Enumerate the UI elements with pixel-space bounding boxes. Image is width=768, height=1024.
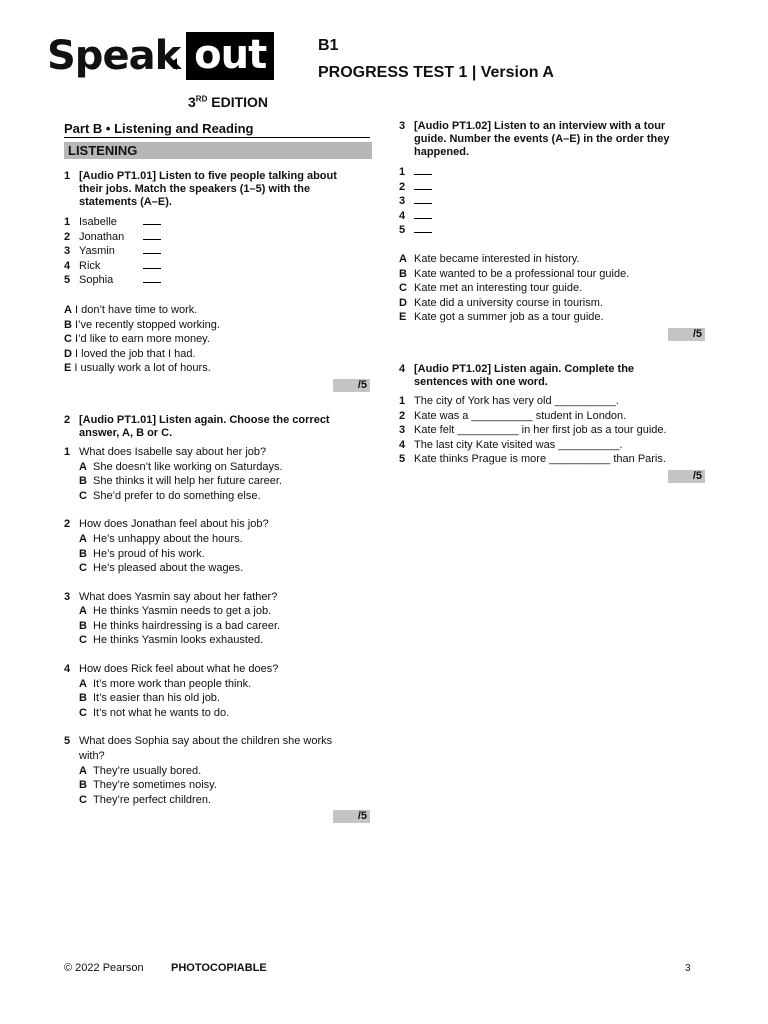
question-instruction: [Audio PT1.01] Listen to five people talking about their jobs. Match the speakers (1–5) with the statements (A–E).: [79, 170, 337, 208]
option-text: They’re usually bored.: [93, 764, 202, 777]
statement-letter: B: [64, 318, 72, 331]
statement-text: I don’t have time to work.: [75, 303, 198, 316]
option-letter: C: [79, 706, 87, 719]
option-letter: A: [79, 460, 87, 473]
mc-number: 1: [64, 445, 71, 458]
mc-text: How does Rick feel about what he does?: [79, 663, 279, 676]
option-text: She doesn’t like working on Saturdays.: [93, 460, 283, 473]
option-letter: C: [79, 793, 87, 806]
mc-option[interactable]: [64, 793, 374, 808]
answer-blank[interactable]: [414, 180, 432, 190]
option-letter: A: [79, 677, 87, 690]
speaker-row: [64, 273, 374, 288]
answer-blank[interactable]: [414, 209, 432, 219]
statement-item: [64, 361, 374, 376]
statement-text: I’d like to earn more money.: [75, 333, 210, 346]
speaker-number: 4: [64, 259, 71, 272]
event-text: Kate got a summer job as a tour guide.: [414, 311, 604, 324]
event-letter: A: [399, 252, 407, 265]
event-item: [399, 267, 707, 282]
sentence-number: 3: [399, 424, 406, 437]
option-text: They’re sometimes noisy.: [93, 779, 217, 792]
mc-option[interactable]: [64, 604, 374, 619]
mc-option[interactable]: [64, 677, 374, 692]
page-number: 3: [685, 963, 691, 974]
event-list: [399, 252, 707, 325]
mc-question: [64, 517, 374, 575]
option-letter: B: [79, 692, 87, 705]
photocopiable-label: PHOTOCOPIABLE: [171, 962, 267, 974]
option-letter: B: [79, 547, 87, 560]
mc-option[interactable]: [64, 778, 374, 793]
mc-option[interactable]: [64, 532, 374, 547]
option-letter: C: [79, 562, 87, 575]
sentence-number: 5: [399, 453, 406, 466]
mc-number: 2: [64, 518, 71, 531]
event-text: Kate wanted to be a professional tour guide.: [414, 267, 630, 280]
mc-question: [64, 590, 374, 648]
mc-stem: [64, 590, 374, 605]
mc-option[interactable]: [64, 706, 374, 721]
test-title: PROGRESS TEST 1 | Version A: [318, 64, 554, 81]
sentence-text: The last city Kate visited was __________.: [414, 438, 623, 451]
speaker-name: Jonathan: [79, 230, 125, 243]
option-letter: A: [79, 605, 87, 618]
mc-option[interactable]: [64, 474, 374, 489]
mc-option[interactable]: [64, 691, 374, 706]
option-text: He’s pleased about the wages.: [93, 562, 244, 575]
speaker-name: Sophia: [79, 274, 114, 287]
sentence-text: Kate thinks Prague is more __________ than Paris.: [414, 453, 666, 466]
question-instruction: [Audio PT1.02] Listen again. Complete the sentences with one word.: [414, 362, 635, 388]
mc-option[interactable]: [64, 619, 374, 634]
option-letter: A: [79, 764, 87, 777]
order-number: 4: [399, 209, 406, 222]
right-column: [399, 120, 707, 483]
speaker-row: [64, 259, 374, 274]
mc-option[interactable]: [64, 764, 374, 779]
event-item: [399, 281, 707, 296]
sentence-number: 4: [399, 438, 406, 451]
speaker-name: Rick: [79, 259, 101, 272]
logo-edition: [188, 94, 268, 110]
question-instruction: [Audio PT1.02] Listen to an interview with a tour guide. Number the events (A–E) in the order they happened.: [414, 120, 670, 158]
speakout-logo: [47, 32, 274, 80]
event-letter: C: [399, 282, 407, 295]
logo-bullet-icon: [169, 58, 177, 70]
question-3-heading: [399, 120, 707, 159]
event-item: [399, 296, 707, 311]
mc-text: What does Sophia say about the children she works with?: [79, 735, 333, 763]
statement-text: I usually work a lot of hours.: [74, 362, 211, 375]
order-row: [399, 194, 707, 209]
left-column: [64, 121, 374, 823]
mc-number: 3: [64, 590, 71, 603]
score-box: /5: [333, 379, 370, 392]
sentence-text: Kate felt __________ in her first job as a tour guide.: [414, 424, 667, 437]
event-text: Kate met an interesting tour guide.: [414, 282, 583, 295]
question-number: 3: [399, 120, 406, 132]
event-item: [399, 310, 707, 325]
speaker-list: [64, 215, 374, 288]
event-letter: B: [399, 267, 407, 280]
question-1-heading: [64, 170, 374, 209]
order-row: [399, 209, 707, 224]
event-letter: E: [399, 311, 407, 324]
mc-option[interactable]: [64, 460, 374, 475]
statement-list: [64, 303, 374, 376]
option-text: He’s unhappy about the hours.: [93, 532, 243, 545]
speaker-row: [64, 244, 374, 259]
sentence-item: [399, 423, 707, 438]
question-2-heading: [64, 414, 374, 440]
event-text: Kate became interested in history.: [414, 252, 580, 265]
mc-stem: [64, 734, 374, 763]
order-row: [399, 180, 707, 195]
answer-blank[interactable]: [143, 244, 161, 254]
mc-question: [64, 662, 374, 720]
option-letter: B: [79, 619, 87, 632]
mc-stem: [64, 662, 374, 677]
mc-option[interactable]: [64, 561, 374, 576]
score-box: /5: [668, 328, 705, 341]
order-row: [399, 165, 707, 180]
answer-blank[interactable]: [143, 273, 161, 283]
mc-text: What does Yasmin say about her father?: [79, 590, 278, 603]
edition-number: 3: [188, 94, 196, 110]
option-text: It’s not what he wants to do.: [93, 706, 230, 719]
statement-item: [64, 347, 374, 362]
speaker-number: 5: [64, 274, 71, 287]
question-number: 4: [399, 362, 406, 375]
option-text: He thinks Yasmin needs to get a job.: [93, 605, 272, 618]
speaker-number: 3: [64, 245, 71, 258]
answer-blank[interactable]: [143, 215, 161, 225]
statement-item: [64, 332, 374, 347]
sentence-text: Kate was a __________ student in London.: [414, 409, 627, 422]
mc-stem: [64, 445, 374, 460]
answer-blank[interactable]: [414, 165, 432, 175]
question-4-heading: [399, 363, 707, 389]
mc-option[interactable]: [64, 489, 374, 504]
mc-question: [64, 445, 374, 503]
logo-word-out: out: [186, 32, 274, 80]
score-box: /5: [333, 810, 370, 823]
sentence-item: [399, 394, 707, 409]
mc-question: [64, 734, 374, 807]
logo-word-speak: Speak: [47, 33, 181, 79]
mc-text: What does Isabelle say about her job?: [79, 445, 267, 458]
sentence-item: [399, 438, 707, 453]
option-letter: C: [79, 634, 87, 647]
sentence-number: 2: [399, 409, 406, 422]
statement-text: I loved the job that I had.: [75, 347, 196, 360]
speaker-name: Isabelle: [79, 216, 117, 228]
answer-blank[interactable]: [143, 259, 161, 269]
option-letter: A: [79, 532, 87, 545]
sentence-item: [399, 409, 707, 424]
option-text: He thinks Yasmin looks exhausted.: [93, 634, 264, 647]
question-instruction: [Audio PT1.01] Listen again. Choose the correct answer, A, B or C.: [79, 413, 330, 439]
copyright: © 2022 Pearson: [64, 962, 144, 974]
option-text: He’s proud of his work.: [93, 547, 205, 560]
statement-text: I’ve recently stopped working.: [75, 318, 220, 331]
speaker-number: 1: [64, 216, 71, 228]
event-item: [399, 252, 707, 267]
mc-number: 4: [64, 663, 71, 676]
sentence-list: [399, 394, 707, 467]
sentence-text: The city of York has very old __________.: [414, 394, 619, 407]
option-text: She’d prefer to do something else.: [93, 489, 261, 502]
option-text: It’s more work than people think.: [93, 677, 252, 690]
speaker-name: Yasmin: [79, 245, 115, 258]
sentence-item: [399, 452, 707, 467]
part-title: Part B • Listening and Reading: [64, 121, 370, 138]
statement-item: [64, 303, 374, 318]
order-row: [399, 223, 707, 238]
mc-stem: [64, 517, 374, 532]
mc-option[interactable]: [64, 547, 374, 562]
event-letter: D: [399, 296, 407, 309]
speaker-row: [64, 215, 374, 230]
level-label: B1: [318, 37, 339, 54]
mc-number: 5: [64, 735, 71, 748]
order-number: 1: [399, 166, 406, 178]
option-text: They’re perfect children.: [93, 793, 211, 806]
option-text: He thinks hairdressing is a bad career.: [93, 619, 281, 632]
sentence-number: 1: [399, 394, 406, 407]
statement-letter: A: [64, 303, 72, 316]
option-letter: C: [79, 489, 87, 502]
option-letter: B: [79, 475, 87, 488]
question-number: 1: [64, 170, 71, 182]
order-number: 3: [399, 195, 406, 208]
statement-item: [64, 318, 374, 333]
mc-text: How does Jonathan feel about his job?: [79, 518, 269, 531]
section-label: LISTENING: [64, 142, 372, 159]
question-number: 2: [64, 413, 71, 426]
option-text: She thinks it will help her future career.: [93, 475, 282, 488]
answer-blank[interactable]: [414, 223, 432, 233]
option-text: It’s easier than his old job.: [93, 692, 220, 705]
statement-letter: E: [64, 362, 72, 375]
order-list: [399, 165, 707, 238]
order-number: 2: [399, 180, 406, 193]
statement-letter: C: [64, 333, 72, 346]
answer-blank[interactable]: [143, 230, 161, 240]
answer-blank[interactable]: [414, 194, 432, 204]
speaker-row: [64, 230, 374, 245]
order-number: 5: [399, 224, 406, 237]
speaker-number: 2: [64, 230, 71, 243]
event-text: Kate did a university course in tourism.: [414, 296, 603, 309]
score-box: /5: [668, 470, 705, 483]
edition-suffix: RD: [195, 94, 208, 104]
edition-word: EDITION: [211, 94, 269, 110]
option-letter: B: [79, 779, 87, 792]
statement-letter: D: [64, 347, 72, 360]
mc-option[interactable]: [64, 633, 374, 648]
